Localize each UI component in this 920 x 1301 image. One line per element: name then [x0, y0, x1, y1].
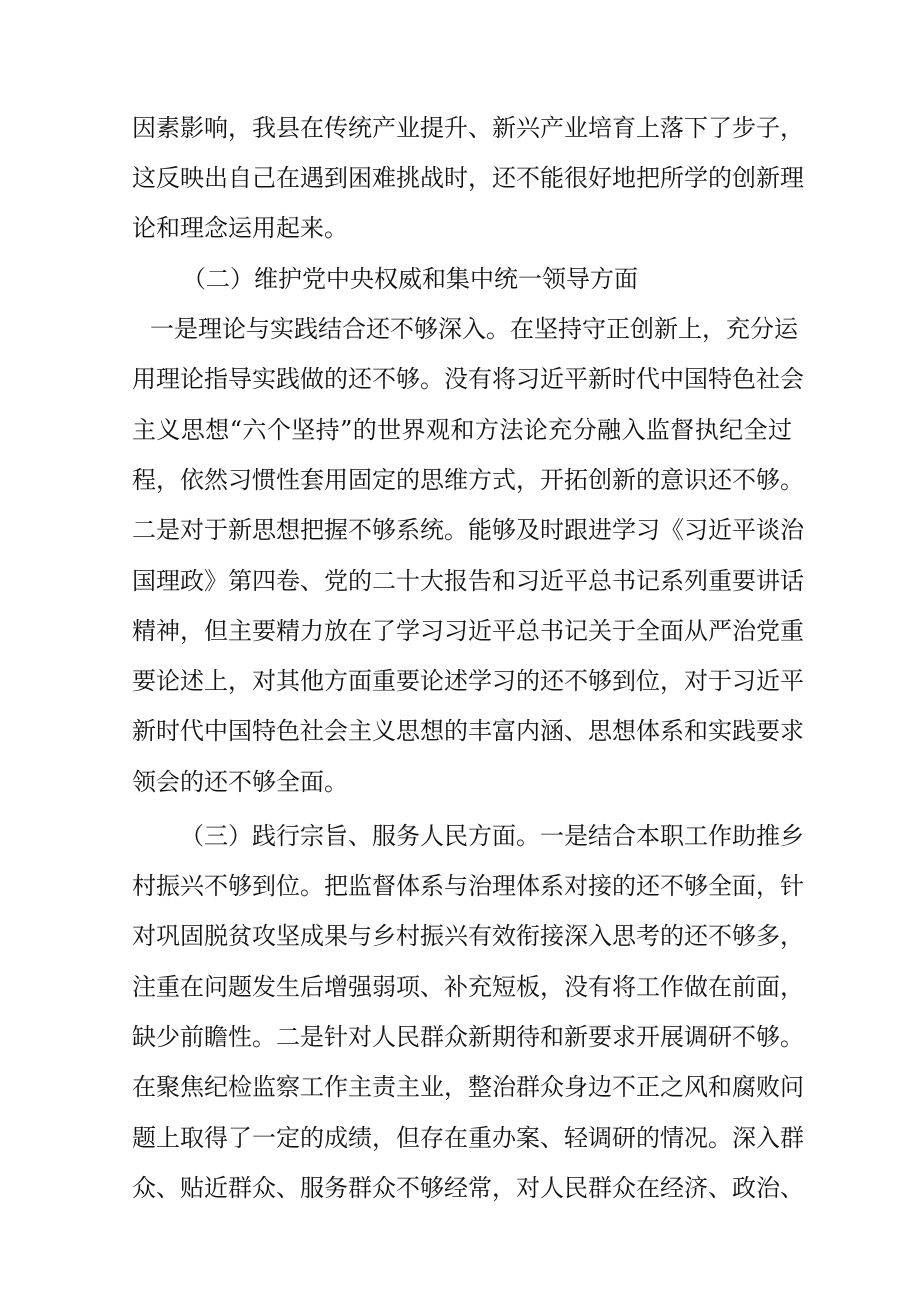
paragraph-line: 在聚焦纪检监察工作主责主业，整治群众身边不正之风和腐败问 — [132, 1073, 804, 1101]
paragraph-line: 领会的还不够全面。 — [132, 768, 348, 796]
paragraph-line: 二是对于新思想把握不够系统。能够及时跟进学习《习近平谈治 — [132, 516, 804, 544]
paragraph-line: （三）践行宗旨、服务人民方面。一是结合本职工作助推乡 — [180, 822, 804, 850]
paragraph-line: 村振兴不够到位。把监督体系与治理体系对接的还不够全面，针 — [132, 872, 804, 900]
paragraph-line: 注重在问题发生后增强弱项、补充短板，没有将工作做在前面， — [132, 973, 804, 1001]
paragraph-line: 这反映出自己在遇到困难挑战时，还不能很好地把所学的创新理 — [132, 164, 804, 192]
paragraph-line: 要论述上，对其他方面重要论述学习的还不够到位，对于习近平 — [132, 667, 804, 695]
paragraph-line: 用理论指导实践做的还不够。没有将习近平新时代中国特色社会 — [132, 365, 804, 393]
paragraph-line: 因素影响，我县在传统产业提升、新兴产业培育上落下了步子， — [132, 114, 804, 142]
paragraph-line: 精神，但主要精力放在了学习习近平总书记关于全面从严治党重 — [132, 617, 804, 645]
paragraph-line: 众、贴近群众、服务群众不够经常，对人民群众在经济、政治、 — [132, 1174, 804, 1202]
paragraph-line: 缺少前瞻性。二是针对人民群众新期待和新要求开展调研不够。 — [132, 1023, 804, 1051]
paragraph-line: 程，依然习惯性套用固定的思维方式，开拓创新的意识还不够。 — [132, 466, 804, 494]
paragraph-line: 论和理念运用起来。 — [132, 214, 348, 242]
paragraph-line: 一是理论与实践结合还不够深入。在坚持守正创新上，充分运 — [150, 315, 798, 343]
paragraph-line: 题上取得了一定的成绩，但存在重办案、轻调研的情况。深入群 — [132, 1124, 804, 1152]
paragraph-line: 对巩固脱贫攻坚成果与乡村振兴有效衔接深入思考的还不够多， — [132, 922, 804, 950]
paragraph-line: 主义思想“六个坚持”的世界观和方法论充分融入监督执纪全过 — [132, 416, 792, 444]
paragraph-line: 新时代中国特色社会主义思想的丰富内涵、思想体系和实践要求 — [132, 717, 804, 745]
paragraph-line: 国理政》第四卷、党的二十大报告和习近平总书记系列重要讲话 — [132, 567, 804, 595]
section-heading: （二）维护党中央权威和集中统一领导方面 — [182, 265, 638, 293]
